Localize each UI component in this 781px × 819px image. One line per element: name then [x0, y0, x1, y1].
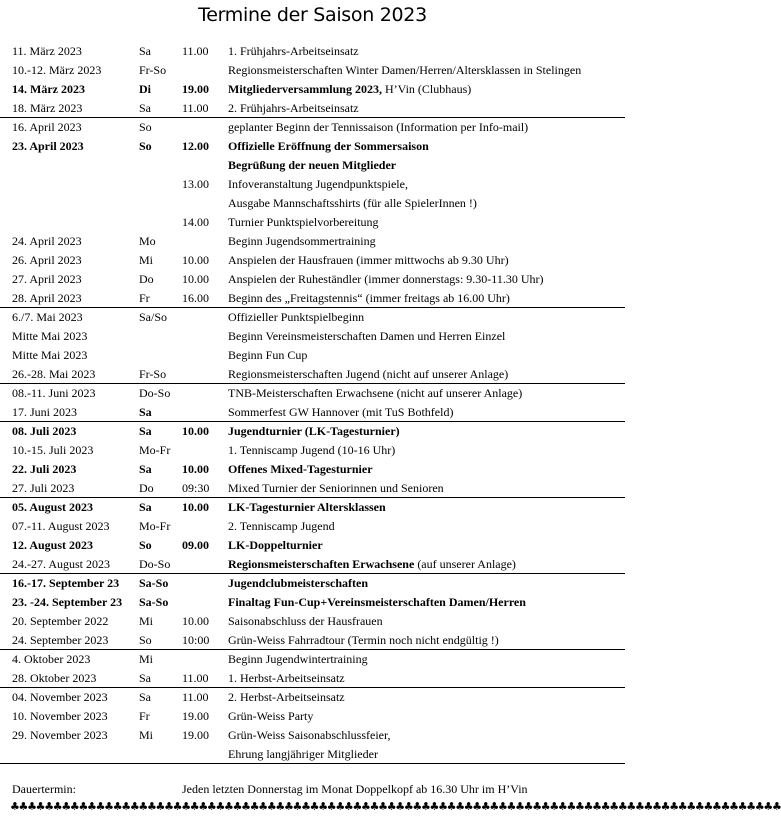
event-date: 28. Oktober 2023 — [12, 671, 97, 685]
event-description — [228, 631, 499, 650]
event-date: 29. November 2023 — [12, 728, 108, 742]
event-description — [228, 612, 383, 631]
list-item — [0, 479, 625, 498]
event-day: Mi — [139, 253, 154, 267]
event-time: 10.00 — [182, 614, 209, 628]
event-description — [228, 650, 368, 669]
list-item — [0, 612, 625, 631]
event-day: Sa-So — [139, 576, 169, 590]
event-description-main: Offizieller Punktspielbeginn — [228, 310, 365, 324]
event-description — [228, 707, 313, 726]
event-time: 10.00 — [182, 253, 209, 267]
event-day: Sa — [139, 690, 151, 704]
footer-label: Dauertermin: — [12, 782, 76, 796]
event-description — [228, 137, 429, 156]
list-item — [0, 327, 625, 346]
event-description — [228, 460, 373, 479]
event-day: Do — [139, 481, 154, 495]
event-date: 20. September 2022 — [12, 614, 109, 628]
event-description-main: Grün-Weiss Party — [228, 709, 314, 723]
event-description-main: Begrüßung der neuen Mitglieder — [228, 158, 397, 172]
event-day: So — [139, 120, 152, 134]
event-description — [228, 308, 364, 327]
event-day: Fr-So — [139, 367, 167, 381]
event-date: 23. April 2023 — [12, 139, 84, 153]
event-description-main: Infoveranstaltung Jugendpunktspiele, — [228, 177, 408, 191]
event-day: Mo — [139, 234, 156, 248]
event-day: Do-So — [139, 386, 171, 400]
event-time: 11.00 — [182, 671, 209, 685]
event-description-main: Grün-Weiss Fahrradtour (Termin noch nicht endgültig !) — [228, 633, 499, 647]
page-title: Termine der Saison 2023 — [198, 4, 427, 26]
event-date: 14. März 2023 — [12, 82, 85, 96]
list-item — [0, 650, 625, 669]
event-day: Sa — [139, 405, 152, 419]
event-date: 24. April 2023 — [12, 234, 82, 248]
event-day: Mo-Fr — [139, 519, 171, 533]
event-description — [228, 593, 526, 612]
event-date: 16. April 2023 — [12, 120, 82, 134]
list-item — [0, 422, 625, 441]
event-description-main: Jugendturnier (LK-Tagesturnier) — [228, 424, 400, 438]
list-item — [0, 156, 625, 175]
event-description-main: Beginn Jugendsommertraining — [228, 234, 376, 248]
event-description-main: TNB-Meisterschaften Erwachsene (nicht auf unserer Anlage) — [228, 386, 523, 400]
event-day: Fr-So — [139, 63, 167, 77]
list-item — [0, 365, 625, 384]
event-date: 07.-11. August 2023 — [12, 519, 110, 533]
list-item — [0, 137, 625, 156]
event-date: 18. März 2023 — [12, 101, 83, 115]
event-date: 11. März 2023 — [12, 44, 82, 58]
event-description — [228, 251, 509, 270]
event-day: Do — [139, 272, 154, 286]
event-date: 24. September 2023 — [12, 633, 109, 647]
event-day: Do-So — [139, 557, 171, 571]
event-day: Sa — [139, 462, 152, 476]
event-description — [228, 384, 522, 403]
schedule-list — [0, 42, 625, 764]
event-description — [228, 80, 471, 99]
event-description — [228, 745, 378, 764]
event-description-main: Ausgabe Mannschaftsshirts (für alle SpielerInnen !) — [228, 196, 477, 210]
event-time: 10.00 — [182, 462, 209, 476]
event-description-main: 2. Herbst-Arbeitseinsatz — [228, 690, 345, 704]
event-description — [228, 422, 400, 441]
event-day: Sa — [139, 44, 151, 58]
event-description — [228, 441, 395, 460]
event-time: 19.00 — [182, 728, 209, 742]
list-item — [0, 61, 625, 80]
footer-recurring-event — [0, 780, 625, 799]
list-item — [0, 289, 625, 308]
list-item — [0, 498, 625, 517]
list-item — [0, 99, 625, 118]
list-item — [0, 118, 625, 137]
event-time: 10:00 — [182, 633, 210, 647]
event-time: 09.00 — [182, 538, 209, 552]
list-item — [0, 42, 625, 61]
event-day: Sa/So — [139, 310, 168, 324]
event-date: 24.-27. August 2023 — [12, 557, 111, 571]
event-date: Mitte Mai 2023 — [12, 348, 88, 362]
event-day: Sa — [139, 500, 152, 514]
event-time: 14.00 — [182, 215, 209, 229]
list-item — [0, 669, 625, 688]
event-day: Sa — [139, 671, 151, 685]
event-day: So — [139, 538, 152, 552]
event-description — [228, 156, 396, 175]
event-time: 12.00 — [182, 139, 209, 153]
event-description-main: geplanter Beginn der Tennissaison (Information per Info-mail) — [228, 120, 529, 134]
event-date: Mitte Mai 2023 — [12, 329, 88, 343]
event-description-main: Regionsmeisterschaften Erwachsene — [228, 557, 415, 571]
event-day: Mi — [139, 614, 154, 628]
event-day: Mi — [139, 652, 154, 666]
event-description — [228, 213, 379, 232]
event-day: Sa — [139, 424, 152, 438]
list-item — [0, 175, 625, 194]
event-description-main: 1. Tenniscamp Jugend (10-16 Uhr) — [228, 443, 396, 457]
event-description — [228, 403, 453, 422]
event-description-main: Anspielen der Hausfrauen (immer mittwochs ab 9.30 Uhr) — [228, 253, 509, 267]
list-item — [0, 194, 625, 213]
list-item — [0, 308, 625, 327]
event-date: 27. April 2023 — [12, 272, 82, 286]
event-description — [228, 42, 359, 61]
list-item — [0, 403, 625, 422]
event-description-main: LK-Tagesturnier Altersklassen — [228, 500, 386, 514]
event-description-main: 1. Herbst-Arbeitseinsatz — [228, 671, 345, 685]
event-time: 09:30 — [182, 481, 210, 495]
list-item — [0, 517, 625, 536]
event-description-main: Mitgliederversammlung 2023, — [228, 82, 382, 96]
event-description — [228, 270, 543, 289]
event-description — [228, 232, 376, 251]
event-day: Sa — [139, 101, 151, 115]
event-date: 23. -24. September 23 — [12, 595, 123, 609]
event-day: Sa-So — [139, 595, 169, 609]
event-date: 04. November 2023 — [12, 690, 108, 704]
event-description — [228, 479, 444, 498]
event-time: 16.00 — [182, 291, 209, 305]
event-description-main: Beginn Vereinsmeisterschaften Damen und Herren Einzel — [228, 329, 506, 343]
event-date: 08. Juli 2023 — [12, 424, 77, 438]
list-item — [0, 555, 625, 574]
event-description-main: Sommerfest GW Hannover (mit TuS Bothfeld) — [228, 405, 454, 419]
event-description — [228, 555, 516, 574]
event-time: 11.00 — [182, 44, 209, 58]
event-description-main: Grün-Weiss Saisonabschlussfeier, — [228, 728, 391, 742]
event-date: 4. Oktober 2023 — [12, 652, 91, 666]
event-description — [228, 536, 323, 555]
list-item — [0, 384, 625, 403]
event-date: 28. April 2023 — [12, 291, 82, 305]
event-date: 16.-17. September 23 — [12, 576, 120, 590]
event-time: 10.00 — [182, 500, 209, 514]
event-date: 05. August 2023 — [12, 500, 94, 514]
list-item — [0, 707, 625, 726]
event-description-main: Saisonabschluss der Hausfrauen — [228, 614, 383, 628]
list-item — [0, 80, 625, 99]
event-day: Fr — [139, 291, 150, 305]
event-description — [228, 574, 368, 593]
event-description-main: Finaltag Fun-Cup+Vereinsmeisterschaften Damen/Herren — [228, 595, 526, 609]
event-description — [228, 498, 386, 517]
event-description-main: LK-Doppelturnier — [228, 538, 323, 552]
event-date: 12. August 2023 — [12, 538, 94, 552]
event-time: 19.00 — [182, 709, 209, 723]
event-description — [228, 346, 307, 365]
event-date: 10.-12. März 2023 — [12, 63, 102, 77]
list-item — [0, 460, 625, 479]
event-time: 19.00 — [182, 82, 209, 96]
event-description-main: Offizielle Eröffnung der Sommersaison — [228, 139, 429, 153]
event-description-main: Ehrung langjähriger Mitglieder — [228, 747, 378, 761]
event-day: Di — [139, 82, 151, 96]
event-description-main: Regionsmeisterschaften Winter Damen/Herren/Altersklassen in Stelingen — [228, 63, 582, 77]
event-date: 08.-11. Juni 2023 — [12, 386, 96, 400]
event-description-main: 2. Tenniscamp Jugend — [228, 519, 335, 533]
list-item — [0, 213, 625, 232]
event-description-main: Beginn des „Freitagstennis“ (immer freitags ab 16.00 Uhr) — [228, 291, 510, 305]
event-date: 26. April 2023 — [12, 253, 82, 267]
event-day: So — [139, 633, 152, 647]
list-item — [0, 631, 625, 650]
event-time: 10.00 — [182, 272, 209, 286]
list-item — [0, 688, 625, 707]
list-item — [0, 270, 625, 289]
event-description-main: Anspielen der Ruheständler (immer donnerstags: 9.30-11.30 Uhr) — [228, 272, 544, 286]
event-time: 10.00 — [182, 424, 209, 438]
event-date: 27. Juli 2023 — [12, 481, 75, 495]
event-date: 26.-28. Mai 2023 — [12, 367, 96, 381]
event-description — [228, 175, 408, 194]
event-description-main: Jugendclubmeisterschaften — [228, 576, 368, 590]
club-border — [10, 800, 781, 814]
event-description — [228, 365, 508, 384]
list-item — [0, 536, 625, 555]
event-time: 11.00 — [182, 101, 209, 115]
event-description — [228, 289, 510, 308]
event-description-main: Turnier Punktspielvorbereitung — [228, 215, 379, 229]
event-description-main: Offenes Mixed-Tagesturnier — [228, 462, 373, 476]
event-description-main: 1. Frühjahrs-Arbeitseinsatz — [228, 44, 359, 58]
event-time: 13.00 — [182, 177, 209, 191]
event-day: Mo-Fr — [139, 443, 171, 457]
event-description-extra: H’Vin (Clubhaus) — [381, 82, 472, 96]
event-date: 17. Juni 2023 — [12, 405, 78, 419]
event-description-main: Beginn Fun Cup — [228, 348, 308, 362]
event-description — [228, 61, 581, 80]
event-description — [228, 726, 391, 745]
event-time: 11.00 — [182, 690, 209, 704]
event-date: 22. Juli 2023 — [12, 462, 77, 476]
event-description-main: 2. Frühjahrs-Arbeitseinsatz — [228, 101, 359, 115]
event-description-main: Beginn Jugendwintertraining — [228, 652, 368, 666]
event-day: So — [139, 139, 152, 153]
list-item — [0, 745, 625, 764]
club-icon: ♣♣♣♣♣♣♣♣♣♣♣♣♣♣♣♣♣♣♣♣♣♣♣♣♣♣♣♣♣♣♣♣♣♣♣♣♣♣♣♣♣♣♣♣♣♣♣♣♣♣♣♣♣♣♣♣♣♣♣♣♣♣♣♣♣♣♣♣♣♣♣♣♣♣♣♣♣♣♣♣♣♣♣♣♣♣♣♣♣♣ — [10, 800, 781, 813]
event-description — [228, 118, 528, 137]
event-day: Fr — [139, 709, 150, 723]
list-item — [0, 251, 625, 270]
list-item — [0, 574, 625, 593]
list-item — [0, 232, 625, 251]
footer-text: Jeden letzten Donnerstag im Monat Doppelkopf ab 16.30 Uhr im H’Vin — [182, 782, 528, 796]
event-date: 10. November 2023 — [12, 709, 108, 723]
event-description — [228, 99, 359, 118]
event-description — [228, 669, 345, 688]
event-description — [228, 688, 345, 707]
list-item — [0, 593, 625, 612]
list-item — [0, 726, 625, 745]
event-description-extra: (auf unserer Anlage) — [414, 557, 516, 571]
event-description-main: Regionsmeisterschaften Jugend (nicht auf unserer Anlage) — [228, 367, 509, 381]
list-item — [0, 346, 625, 365]
event-day: Mi — [139, 728, 154, 742]
event-description — [228, 517, 335, 536]
event-description — [228, 194, 477, 213]
event-date: 10.-15. Juli 2023 — [12, 443, 94, 457]
event-description-main: Mixed Turnier der Seniorinnen und Senioren — [228, 481, 444, 495]
list-item — [0, 441, 625, 460]
event-date: 6./7. Mai 2023 — [12, 310, 83, 324]
event-description — [228, 327, 505, 346]
